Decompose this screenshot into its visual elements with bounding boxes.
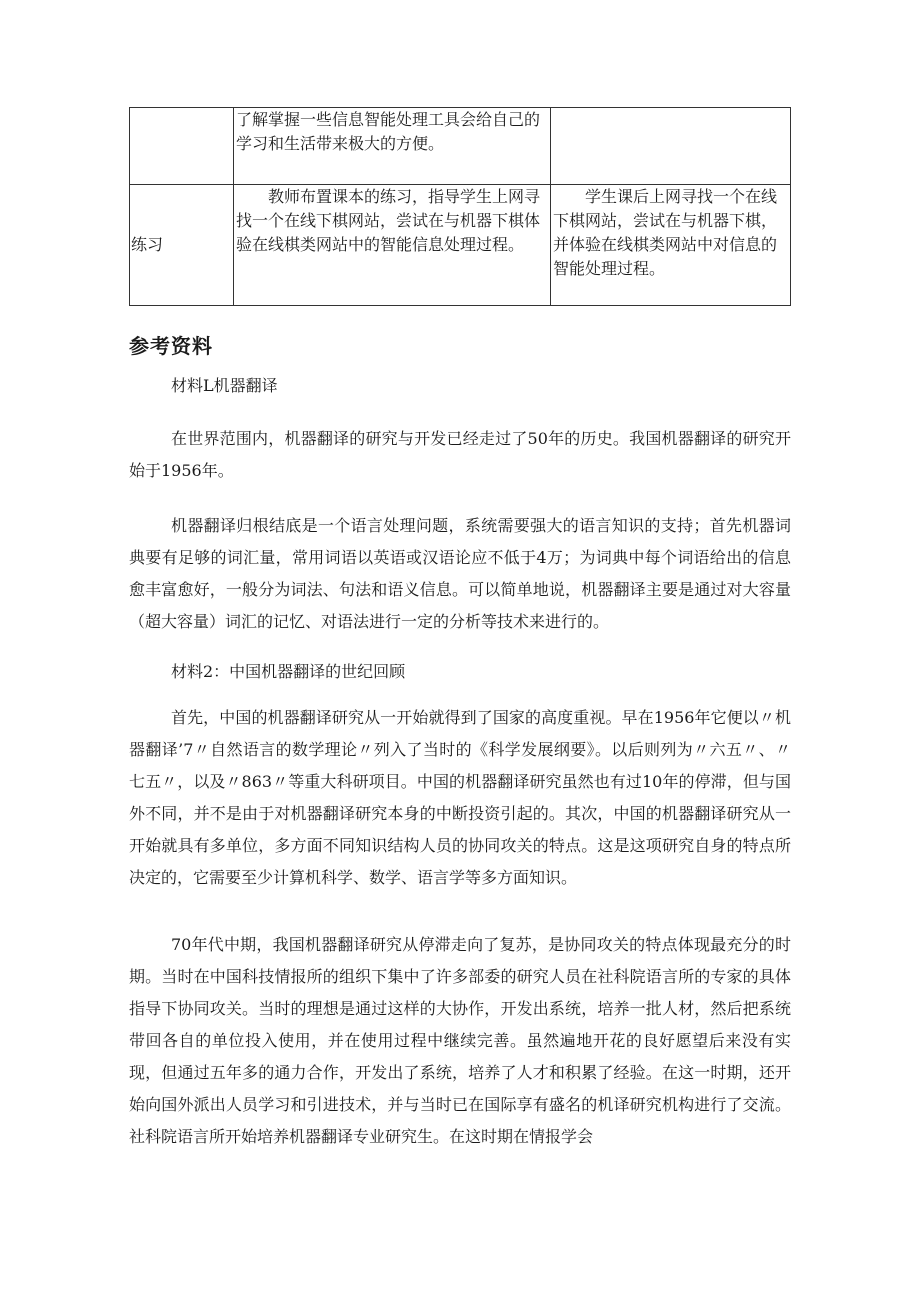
table-row: [130, 108, 791, 185]
table-cell-teacher: 教师布置课本的练习，指导学生上网寻找一个在线下棋网站，尝试在与机器下棋体验在线棋类网站中的智能信息处理过程。: [234, 185, 551, 306]
table-cell-stage: 练习: [130, 185, 234, 306]
paragraph: 机器翻译归根结底是一个语言处理问题，系统需要强大的语言知识的支持；首先机器词典要有足够的词汇量，常用词语以英语或汉语论应不低于4万；为词典中每个词语给出的信息愈丰富愈好，一般分为词法、句法和语义信息。可以简单地说，机器翻译主要是通过对大容量（超大容量）词汇的记忆、对语法进行一定的分析等技术来进行的。: [129, 516, 791, 631]
table-cell-student: 学生课后上网寻找一个在线下棋网站，尝试在与机器下棋，并体验在线棋类网站中对信息的智能处理过程。: [551, 185, 791, 306]
lesson-table: [129, 107, 791, 306]
material-2-title: 材料2：中国机器翻译的世纪回顾: [171, 662, 406, 681]
paragraph: 在世界范围内，机器翻译的研究与开发已经走过了50年的历史。我国机器翻译的研究开始于1956年。: [129, 429, 791, 480]
table-cell-stage: [130, 108, 234, 185]
material-1-title: 材料L机器翻译: [171, 376, 278, 395]
section-heading: 参考资料: [129, 334, 213, 358]
table-row: [130, 185, 791, 306]
paragraph: 首先，中国的机器翻译研究从一开始就得到了国家的高度重视。早在1956年它便以〃机器翻译’7〃自然语言的数学理论〃列入了当时的《科学发展纲要》。以后则列为〃六五〃、〃七五〃，以及〃863〃等重大科研项目。中国的机器翻译研究虽然也有过10年的停滞，但与国外不同，并不是由于对机器翻译研究本身的中断投资引起的。其次，中国的机器翻译研究从一开始就具有多单位，多方面不同知识结构人员的协同攻关的特点。这是这项研究自身的特点所决定的，它需要至少计算机科学、数学、语言学等多方面知识。: [129, 708, 791, 887]
table-cell-teacher: 了解掌握一些信息智能处理工具会给自己的学习和生活带来极大的方便。: [234, 108, 551, 185]
paragraph: 70年代中期，我国机器翻译研究从停滞走向了复苏，是协同攻关的特点体现最充分的时期。当时在中国科技情报所的组织下集中了许多部委的研究人员在社科院语言所的专家的具体指导下协同攻关。当时的理想是通过这样的大协作，开发出系统，培养一批人材，然后把系统带回各自的单位投入使用，并在使用过程中继续完善。虽然遍地开花的良好愿望后来没有实现，但通过五年多的通力合作，开发出了系统，培养了人才和积累了经验。在这一时期，还开始向国外派出人员学习和引进技术，并与当时已在国际享有盛名的机译研究机构进行了交流。社科院语言所开始培养机器翻译专业研究生。在这时期在情报学会: [129, 935, 791, 1146]
table-cell-student: [551, 108, 791, 185]
